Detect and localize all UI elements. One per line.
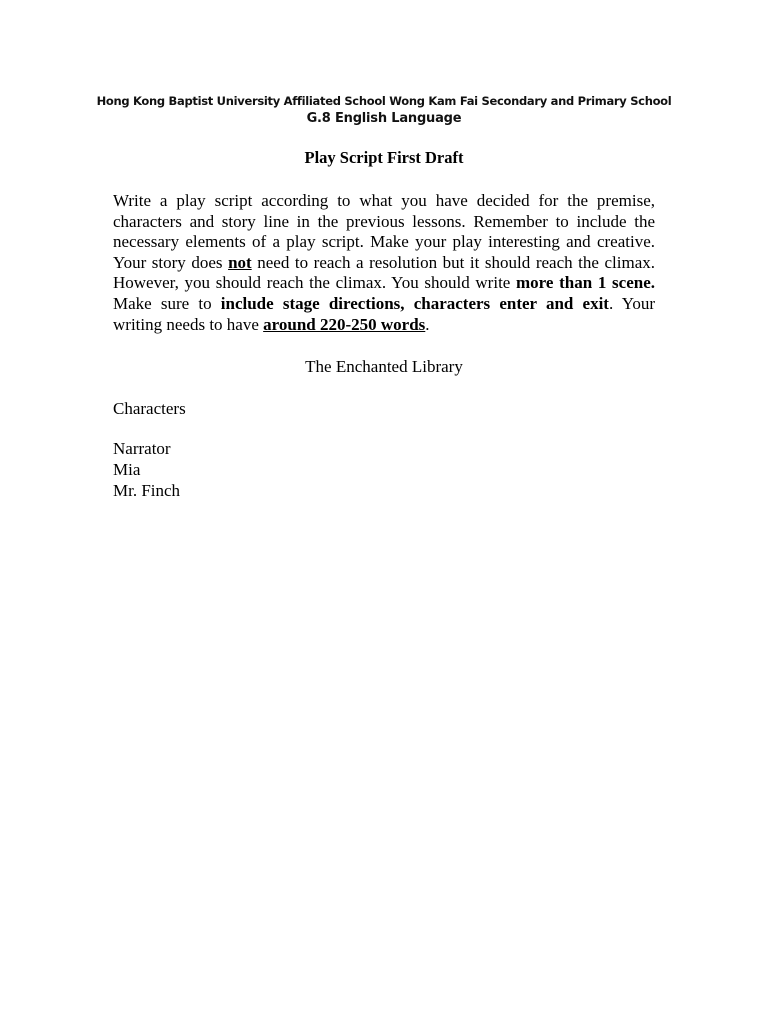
instructions-text-2: need to reach a resolution but it should reach the climax. However, you should reach the climax. You should write	[113, 252, 655, 293]
emphasis-word-count: around 220-250 words	[263, 314, 426, 334]
emphasis-scene: more than 1 scene.	[516, 273, 655, 293]
character-item: Mr. Finch	[113, 481, 181, 500]
instructions-text-1: Write a play script according to what you have decided for the premise, characters and story line in the previous lessons. Remember to include the necessary elements of a play script. Make your play interesting and creative. Your story does	[113, 191, 655, 272]
document-title: Play Script First Draft	[304, 148, 464, 167]
instructions-text-4: . Your writing needs to have	[113, 293, 655, 334]
character-item: Mia	[113, 460, 141, 479]
character-item: Narrator	[113, 439, 171, 458]
characters-heading: Characters	[113, 399, 186, 418]
instructions-text-5: .	[425, 314, 430, 334]
character-list	[113, 438, 180, 501]
subject-name: G.8 English Language	[306, 111, 462, 126]
instructions-text-3: Make sure to	[113, 293, 221, 313]
play-title: The Enchanted Library	[305, 357, 463, 376]
emphasis-not: not	[228, 252, 252, 272]
instructions-paragraph	[113, 191, 655, 335]
emphasis-stage-directions: include stage directions, characters enter and exit	[220, 293, 609, 313]
school-name: Hong Kong Baptist University Affiliated School Wong Kam Fai Secondary and Primary School	[96, 94, 672, 108]
